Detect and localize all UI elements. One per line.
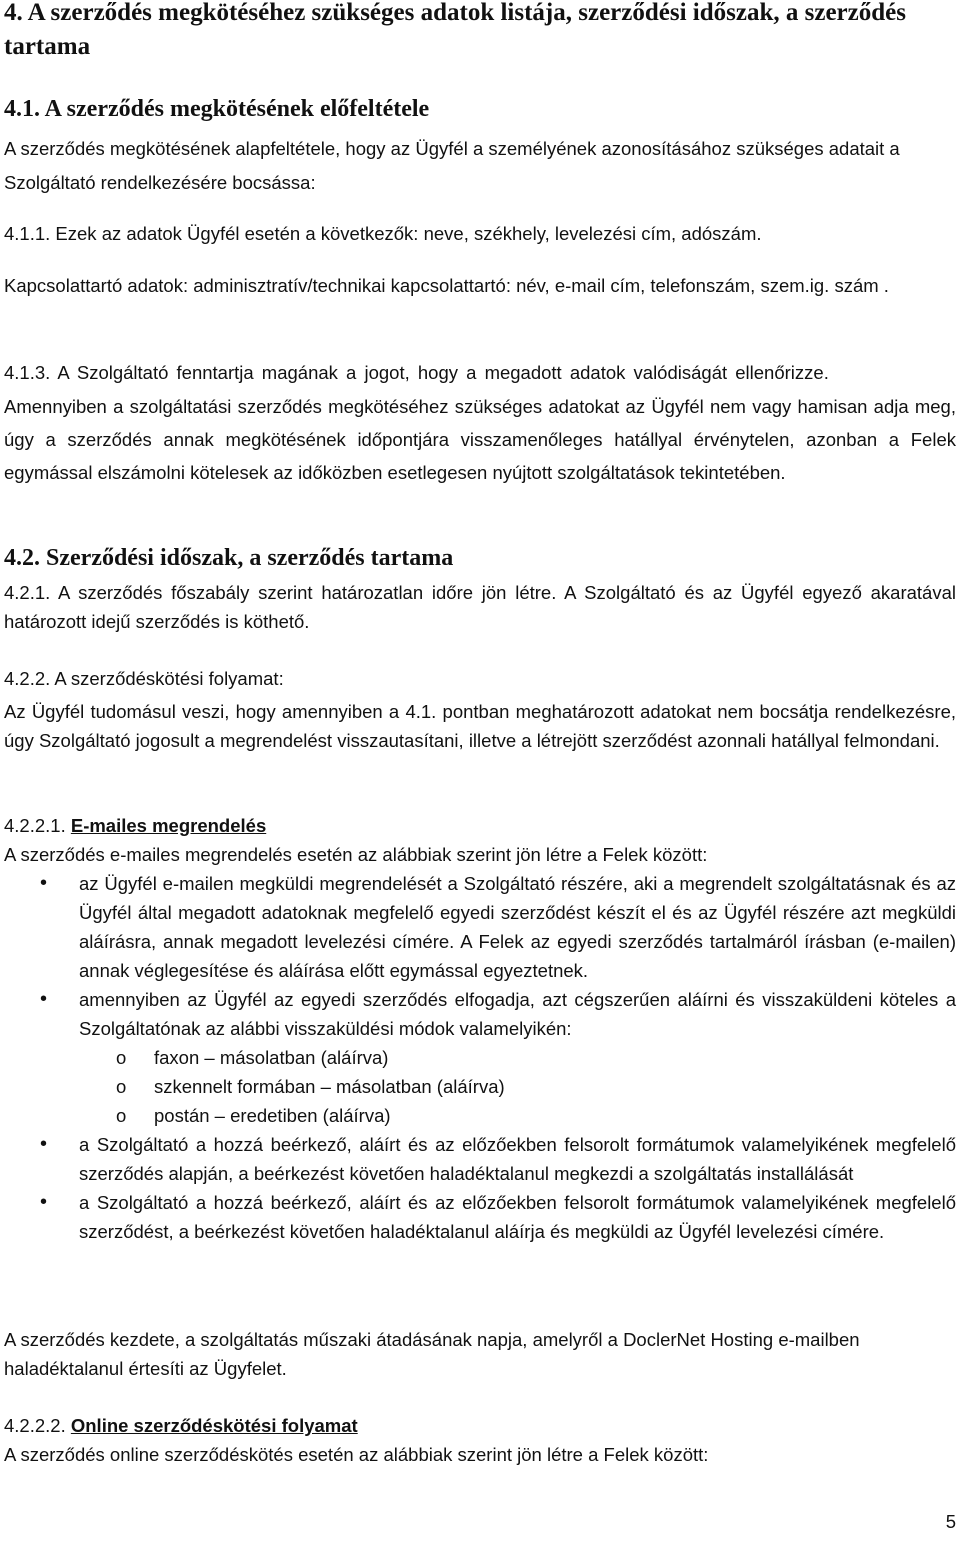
list-item: o faxon – másolatban (aláírva): [79, 1043, 956, 1072]
email-order-steps: [4, 869, 956, 1246]
contact-data-paragraph: Kapcsolattartó adatok: adminisztratív/technikai kapcsolattartó: név, e-mail cím, telefonszám, szem.ig. szám .: [4, 275, 889, 296]
list-item: • a Szolgáltató a hozzá beérkező, aláírt és az előzőekben felsorolt formátumok valamelyikének megfelelő szerződés alapján, a beérkezést követően haladéktalanul megkezdi a szolgáltatás installálását: [4, 1130, 956, 1188]
paragraph-4-2-2-body: Az Ügyfél tudomásul veszi, hogy amennyiben a 4.1. pontban meghatározott adatokat nem bocsátja rendelkezésre, úgy Szolgáltató jogosult a megrendelést visszautasítani, illetve a létrejött szerződést azonnali hatállyal felmondani.: [4, 701, 956, 751]
subsection-online-heading: 4.2.2.2. Online szerződéskötési folyamat: [4, 1415, 358, 1436]
list-item: • amennyiben az Ügyfél az egyedi szerződés elfogadja, azt cégszerűen aláírni és visszaküldeni köteles a Szolgáltatónak az alábbi visszaküldési módok valamelyikén: o faxon – másolatban (aláírva) o szkennelt formában – másolatban (aláírva) o postán – eredetiben (aláírva): [4, 985, 956, 1130]
section-4-2-title: 4.2. Szerződési időszak, a szerződés tartama: [4, 545, 454, 571]
list-item: • az Ügyfél e-mailen megküldi megrendelését a Szolgáltató részére, aki a megrendelt szolgáltatásnak és az Ügyfél által megadott adatoknak megfelelő egyedi szerződést készít el és az Ügyfél részére azt megküldi aláírásra, annak megadott levelezési címére. A Felek az egyedi szerződés tartalmáról írásban (e-mailen) annak véglegesítése és aláírása előtt egymással egyeztetnek.: [4, 869, 956, 985]
chapter-heading: 4. A szerződés megkötéséhez szükséges adatok listája, szerződési időszak, a szerződés tartama: [4, 0, 906, 60]
list-item: • a Szolgáltató a hozzá beérkező, aláírt és az előzőekben felsorolt formátumok valamelyikének megfelelő szerződést, a beérkezést követően haladéktalanul aláírja és megküldi az Ügyfél levelezési címére.: [4, 1188, 956, 1246]
online-order-intro: A szerződés online szerződéskötés esetén az alábbiak szerint jön létre a Felek között:: [4, 1444, 709, 1465]
paragraph-4-1-3-continued: Amennyiben a szolgáltatási szerződés megkötéséhez szükséges adatokat az Ügyfél nem vagy hamisan adja meg, úgy a szerződés annak megkötésének időpontjára visszamenőleges hatállyal érvénytelen, azonban a Felek egymással elszámolni kötelesek az időközben esetlegesen nyújtott szolgáltatások tekintetében.: [4, 396, 956, 483]
list-item: o szkennelt formában – másolatban (aláírva): [79, 1072, 956, 1101]
section-4-1-intro: A szerződés megkötésének alapfeltétele, hogy az Ügyfél a személyének azonosításához szükséges adatait a Szolgáltató rendelkezésére bocsássa:: [4, 138, 900, 193]
chapter-title: A szerződés megkötéséhez szükséges adatok listája, szerződési időszak, a szerződés tartama: [4, 0, 906, 60]
subsection-email-title: E-mailes megrendelés: [70, 815, 267, 836]
section-4-1-title: 4.1. A szerződés megkötésének előfeltétele: [4, 96, 430, 122]
subsection-online-title: Online szerződéskötési folyamat: [70, 1415, 358, 1436]
subsection-email-heading: 4.2.2.1. E-mailes megrendelés: [4, 815, 267, 836]
list-item: o postán – eredetiben (aláírva): [79, 1101, 956, 1130]
return-methods-list: [79, 1043, 956, 1130]
paragraph-4-1-3: 4.1.3. A Szolgáltató fenntartja magának a jogot, hogy a megadott adatok valódiságát ellenőrizze.: [4, 362, 829, 383]
contract-start-paragraph: A szerződés kezdete, a szolgáltatás műszaki átadásának napja, amelyről a DoclerNet Hosting e-mailben haladéktalanul értesíti az Ügyfelet.: [4, 1329, 860, 1379]
page-number: 5: [945, 1511, 956, 1532]
paragraph-4-2-2: 4.2.2. A szerződéskötési folyamat:: [4, 668, 284, 689]
email-order-intro: A szerződés e-mailes megrendelés esetén az alábbiak szerint jön létre a Felek között:: [4, 844, 708, 865]
paragraph-4-1-1: 4.1.1. Ezek az adatok Ügyfél esetén a következők: neve, székhely, levelezési cím, adószám.: [4, 223, 762, 244]
paragraph-4-2-1: 4.2.1. A szerződés főszabály szerint határozatlan időre jön létre. A Szolgáltató és az Ügyfél egyező akaratával határozott idejű szerződés is köthető.: [4, 582, 956, 632]
